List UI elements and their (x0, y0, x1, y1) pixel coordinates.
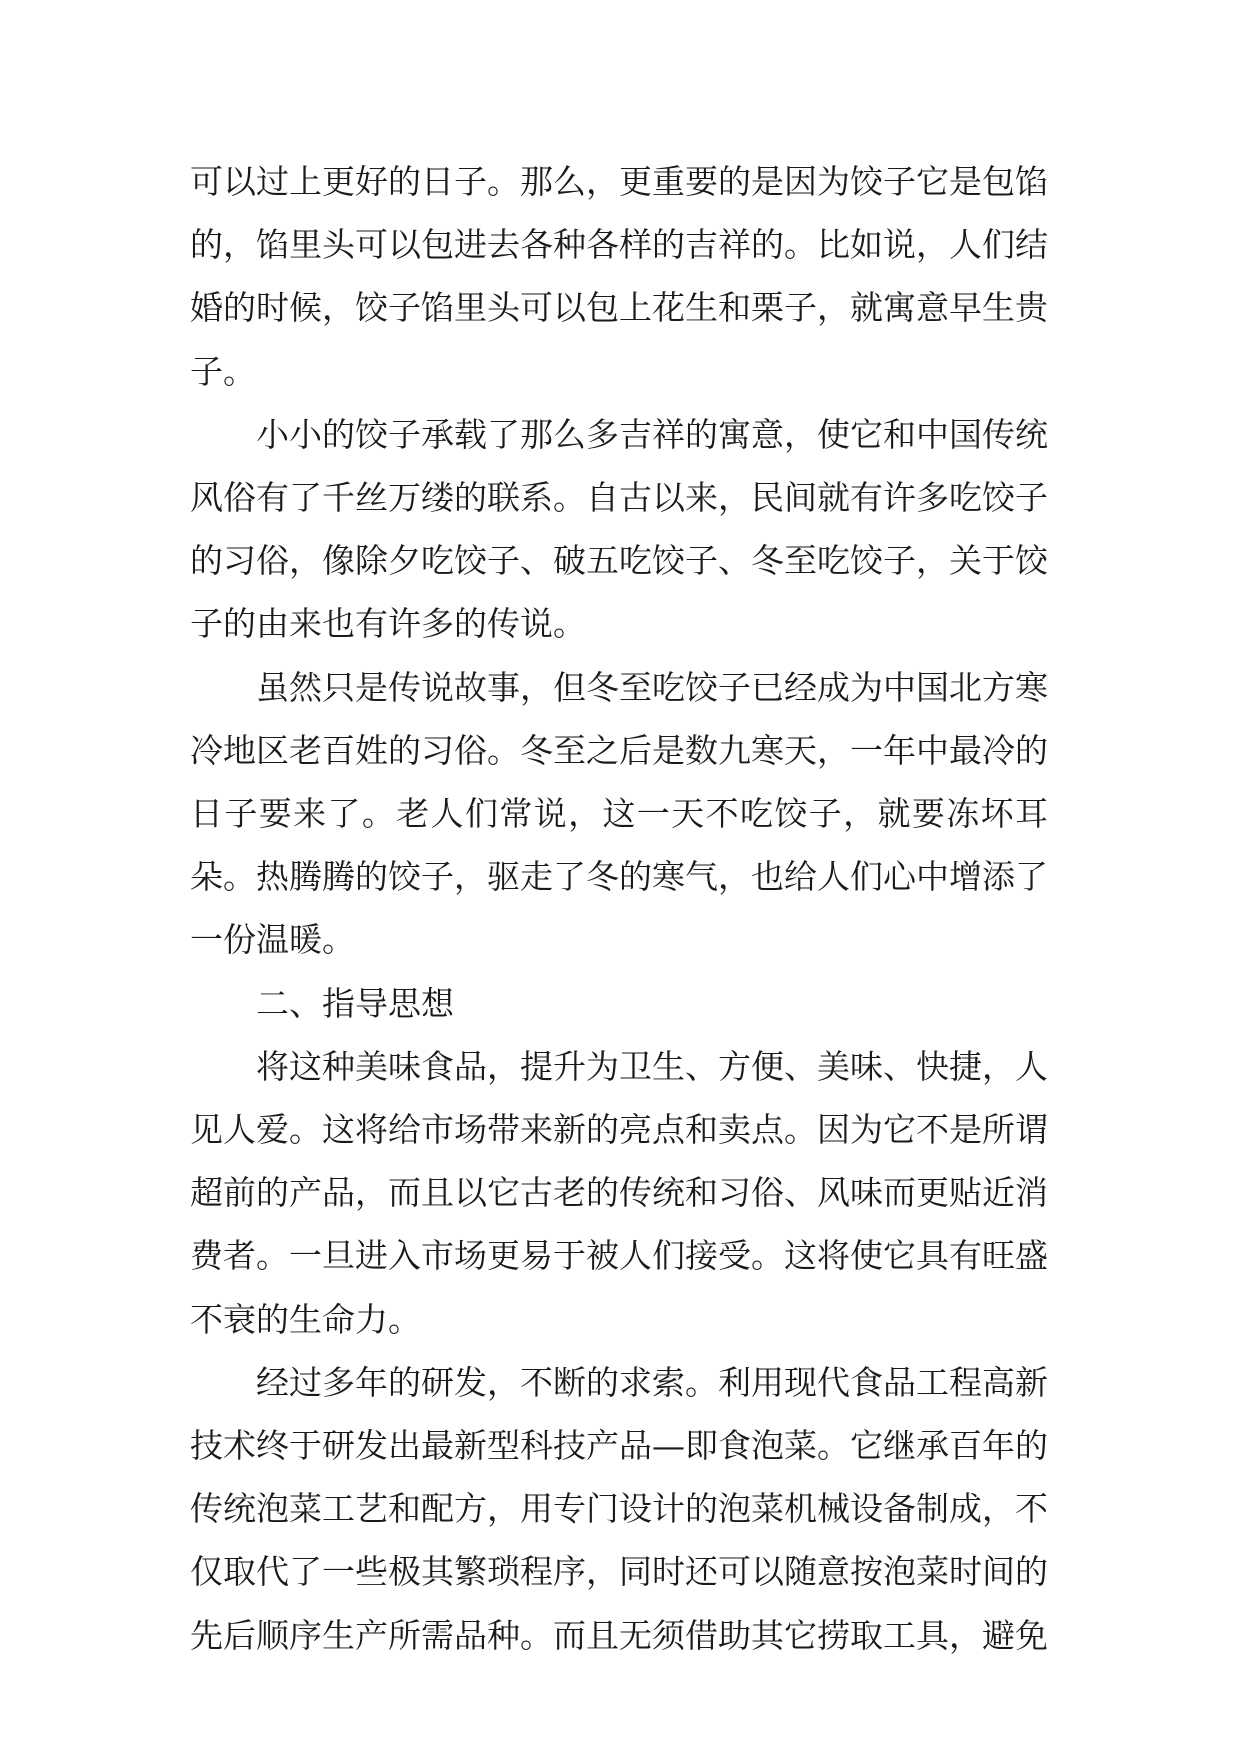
paragraph-5: 将这种美味食品，提升为卫生、方便、美味、快捷，人见人爱。这将给市场带来新的亮点和卖点。因为它不是所谓超前的产品，而且以它古老的传统和习俗、风味而更贴近消费者。一旦进入市场更易于被人们接受。这将使它具有旺盛不衰的生命力。 (190, 1046, 1048, 1339)
section-heading-guiding-ideology: 二、指导思想 (256, 983, 454, 1023)
paragraph-2: 小小的饺子承载了那么多吉祥的寓意，使它和中国传统风俗有了千丝万缕的联系。自古以来，民间就有许多吃饺子的习俗，像除夕吃饺子、破五吃饺子、冬至吃饺子，关于饺子的由来也有许多的传说。 (190, 414, 1048, 644)
paragraph-1: 可以过上更好的日子。那么，更重要的是因为饺子它是包馅的，馅里头可以包进去各种各样的吉祥的。比如说，人们结婚的时候，饺子馅里头可以包上花生和栗子，就寓意早生贵子。 (190, 162, 1048, 391)
document-body (190, 150, 1048, 1667)
paragraph-6: 经过多年的研发，不断的求索。利用现代食品工程高新技术终于研发出最新型科技产品—即食泡菜。它继承百年的传统泡菜工艺和配方，用专门设计的泡菜机械设备制成，不仅取代了一些极其繁琐程序，同时还可以随意按泡菜时间的先后顺序生产所需品种。而且无须借助其它捞取工具，避免 (190, 1362, 1048, 1655)
paragraph-3: 虽然只是传说故事，但冬至吃饺子已经成为中国北方寒冷地区老百姓的习俗。冬至之后是数九寒天，一年中最冷的日子要来了。老人们常说，这一天不吃饺子，就要冻坏耳朵。热腾腾的饺子，驱走了冬的寒气，也给人们心中增添了一份温暖。 (190, 667, 1048, 960)
